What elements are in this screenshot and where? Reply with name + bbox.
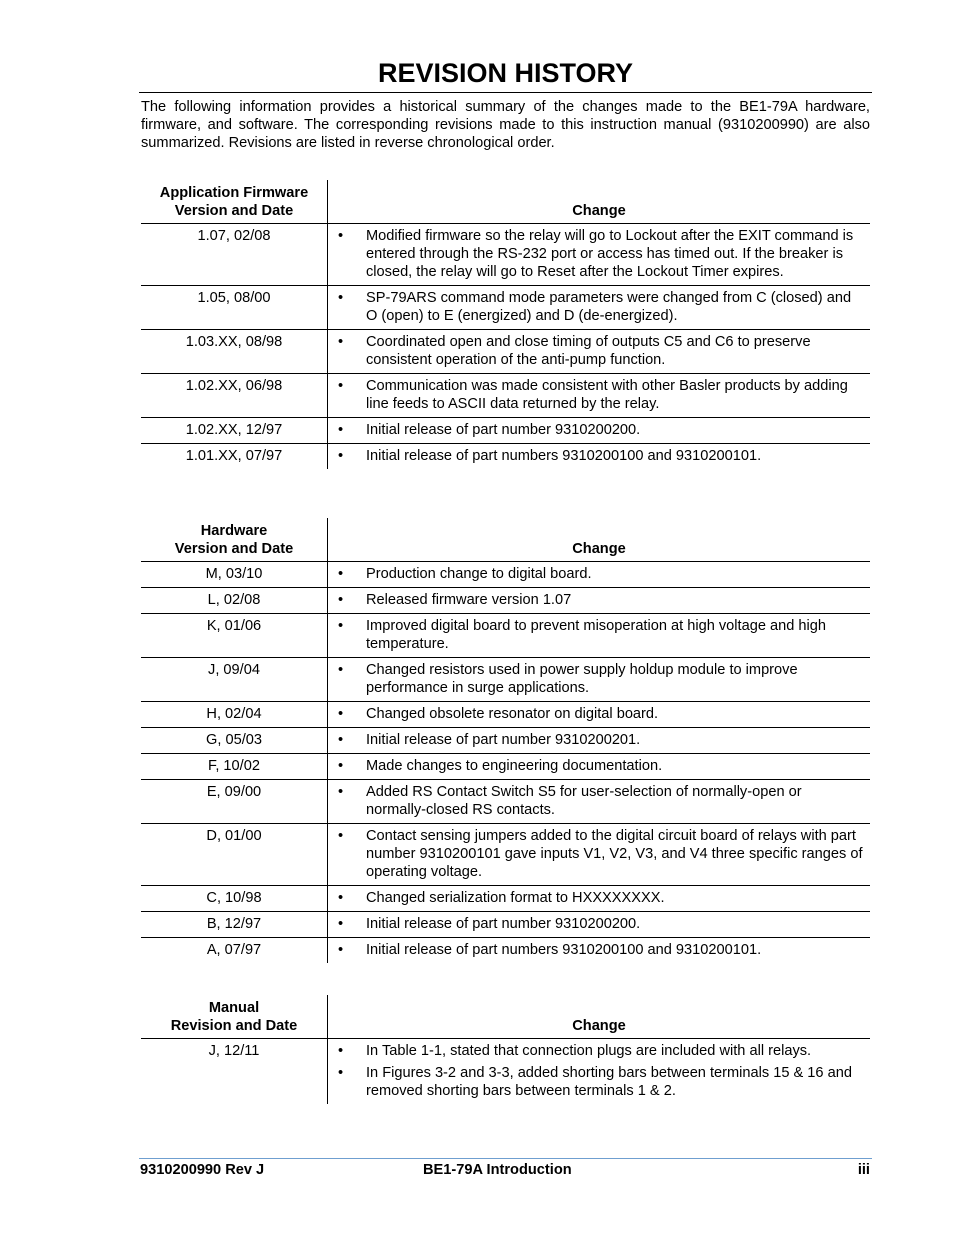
change-list (336, 757, 864, 775)
change-cell (328, 562, 871, 588)
change-list (336, 617, 864, 653)
footer-section-title: BE1-79A Introduction (423, 1162, 572, 1178)
change-list (336, 289, 864, 325)
page-footer (139, 1158, 872, 1179)
change-list (336, 783, 864, 819)
change-list (336, 827, 864, 881)
version-cell: G, 05/03 (141, 728, 328, 754)
change-cell (328, 418, 871, 444)
version-column-header (141, 995, 328, 1039)
change-item: • In Table 1-1, stated that connection plugs are included with all relays. (336, 1042, 864, 1060)
table-row (141, 1039, 870, 1105)
table-row (141, 912, 870, 938)
version-cell: 1.05, 08/00 (141, 286, 328, 330)
table-row (141, 562, 870, 588)
change-list (336, 661, 864, 697)
change-list (336, 915, 864, 933)
change-cell (328, 374, 871, 418)
change-list (336, 565, 864, 583)
footer-page-number: iii (857, 1162, 870, 1178)
change-cell (328, 224, 871, 286)
header-line: Revision and Date (170, 1018, 298, 1034)
table-header-row (141, 180, 870, 224)
table-row (141, 374, 870, 418)
change-column-header: Change (328, 180, 871, 224)
change-cell (328, 444, 871, 470)
change-cell (328, 728, 871, 754)
table-row (141, 588, 870, 614)
change-item: • In Figures 3-2 and 3-3, added shorting bars between terminals 15 & 16 and removed shorting bars between terminals 1 & 2. (336, 1064, 864, 1100)
intro-paragraph: The following information provides a historical summary of the changes made to the BE1-79A hardware, firmware, and software. The corresponding revisions made to this instruction manual (9310200990) are also summarized. Revisions are listed in reverse chronological order. (141, 99, 870, 151)
version-cell: L, 02/08 (141, 588, 328, 614)
change-cell (328, 330, 871, 374)
change-list (336, 941, 864, 959)
header-line: Manual (208, 1000, 260, 1016)
change-item: • Initial release of part number 9310200200. (336, 915, 864, 933)
version-cell: B, 12/97 (141, 912, 328, 938)
table-row (141, 286, 870, 330)
change-list (336, 731, 864, 749)
firmware-revision-table (141, 180, 870, 469)
table-row (141, 658, 870, 702)
version-cell: 1.02.XX, 12/97 (141, 418, 328, 444)
change-cell (328, 938, 871, 964)
change-item: • Changed obsolete resonator on digital board. (336, 705, 864, 723)
change-item: • Modified firmware so the relay will go to Lockout after the EXIT command is entered through the RS-232 port or access has timed out. If the breaker is closed, the relay will go to Reset after the Lockout Timer expires. (336, 227, 864, 281)
change-cell (328, 658, 871, 702)
header-line: Application Firmware (159, 185, 309, 201)
version-cell: E, 09/00 (141, 780, 328, 824)
table-row (141, 780, 870, 824)
table-row (141, 728, 870, 754)
change-item: • Coordinated open and close timing of outputs C5 and C6 to preserve consistent operation of the anti-pump function. (336, 333, 864, 369)
change-cell (328, 286, 871, 330)
table-row (141, 702, 870, 728)
version-cell: K, 01/06 (141, 614, 328, 658)
change-item: • Initial release of part numbers 9310200100 and 9310200101. (336, 941, 864, 959)
change-list (336, 1042, 864, 1100)
table-row (141, 444, 870, 470)
version-cell: 1.01.XX, 07/97 (185, 448, 283, 464)
version-cell: C, 10/98 (141, 886, 328, 912)
change-cell (328, 588, 871, 614)
header-line: Version and Date (174, 541, 294, 557)
change-item: • Communication was made consistent with other Basler products by adding line feeds to ASCII data returned by the relay. (336, 377, 864, 413)
change-list (336, 889, 864, 907)
change-cell (328, 780, 871, 824)
version-cell: F, 10/02 (141, 754, 328, 780)
version-cell: H, 02/04 (141, 702, 328, 728)
table-row (141, 418, 870, 444)
table-header-row (141, 995, 870, 1039)
version-cell: 1.02.XX, 06/98 (141, 374, 328, 418)
change-item: • Improved digital board to prevent misoperation at high voltage and high temperature. (336, 617, 864, 653)
change-cell (328, 824, 871, 886)
change-list (336, 333, 864, 369)
table-header-row (141, 518, 870, 562)
version-cell: M, 03/10 (141, 562, 328, 588)
change-column-header: Change (328, 518, 871, 562)
change-cell (328, 1039, 871, 1105)
change-list (336, 591, 864, 609)
change-cell (328, 702, 871, 728)
change-item: • Changed resistors used in power supply holdup module to improve performance in surge applications. (336, 661, 864, 697)
version-cell: J, 12/11 (208, 1043, 260, 1059)
version-cell: 1.03.XX, 08/98 (141, 330, 328, 374)
change-item: • Changed serialization format to HXXXXXXXX. (336, 889, 864, 907)
change-item: • Initial release of part numbers 9310200100 and 9310200101. (336, 447, 864, 465)
table-row (141, 330, 870, 374)
table-row (141, 938, 870, 964)
change-cell (328, 754, 871, 780)
version-cell: D, 01/00 (141, 824, 328, 886)
change-list (336, 227, 864, 281)
change-item: • Production change to digital board. (336, 565, 864, 583)
change-item: • Released firmware version 1.07 (336, 591, 864, 609)
table-row (141, 754, 870, 780)
change-list (336, 705, 864, 723)
change-item: • Added RS Contact Switch S5 for user-selection of normally-open or normally-closed RS contacts. (336, 783, 864, 819)
version-cell: 1.07, 02/08 (141, 224, 328, 286)
manual-revision-table (141, 995, 870, 1104)
footer-document-number: 9310200990 Rev J (140, 1162, 265, 1178)
change-cell (328, 912, 871, 938)
version-cell: A, 07/97 (206, 942, 262, 958)
change-item: • SP-79ARS command mode parameters were changed from C (closed) and O (open) to E (energized) and D (de-energized). (336, 289, 864, 325)
change-item: • Contact sensing jumpers added to the digital circuit board of relays with part number 9310200101 gave inputs V1, V2, V3, and V4 three specific ranges of operating voltage. (336, 827, 864, 881)
change-item: • Initial release of part number 9310200201. (336, 731, 864, 749)
header-line: Hardware (200, 523, 268, 539)
table-row (141, 886, 870, 912)
change-cell (328, 886, 871, 912)
table-row (141, 614, 870, 658)
change-item: • Initial release of part number 9310200200. (336, 421, 864, 439)
change-column-header: Change (328, 995, 871, 1039)
page-title: REVISION HISTORY (139, 54, 872, 93)
change-list (336, 421, 864, 439)
table-row (141, 224, 870, 286)
header-line: Version and Date (174, 203, 294, 219)
change-cell (328, 614, 871, 658)
change-list (336, 447, 864, 465)
change-list (336, 377, 864, 413)
version-column-header (141, 180, 328, 224)
table-row (141, 824, 870, 886)
version-cell: J, 09/04 (141, 658, 328, 702)
version-column-header (141, 518, 328, 562)
hardware-revision-table (141, 518, 870, 963)
change-item: • Made changes to engineering documentation. (336, 757, 864, 775)
